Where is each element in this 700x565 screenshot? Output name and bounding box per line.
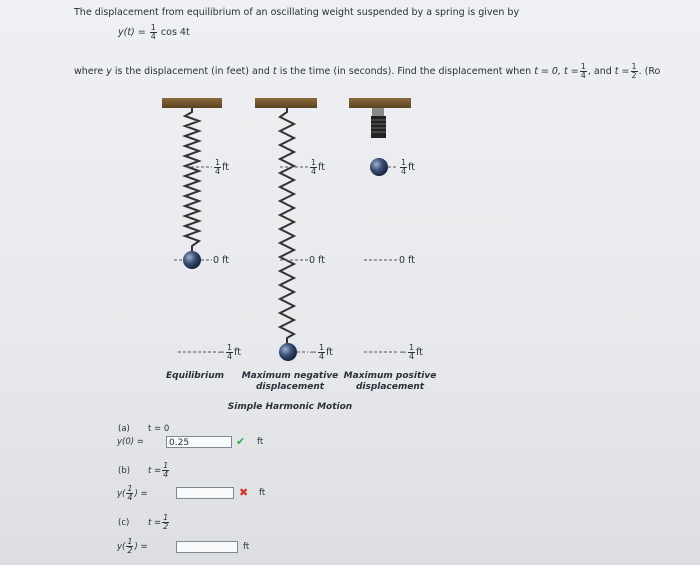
label-quarter-neg (217, 344, 241, 361)
part-c-unit: ft (243, 542, 250, 552)
label-zero: 0 ft (213, 255, 229, 266)
answer-c-input[interactable] (176, 541, 238, 553)
minus-sign: − (399, 347, 407, 358)
frac-num: 1 (580, 62, 586, 71)
caption-line: displacement (255, 382, 325, 392)
answer-a-input[interactable]: 0.25 (166, 436, 232, 448)
part-a-t: t = 0 (148, 424, 170, 434)
caption-line: Maximum positive (343, 371, 437, 381)
weight-ball (370, 158, 388, 176)
var-t: t (272, 66, 277, 77)
caption-line: displacement (355, 382, 425, 392)
unit: ft (408, 162, 415, 173)
frac-num: 1 (408, 343, 415, 352)
label-quarter-pos (399, 159, 415, 176)
incorrect-x-icon: ✖ (239, 486, 249, 499)
t0-text: t = 0, (534, 66, 561, 77)
part-a-label: (a) (118, 424, 130, 434)
lhs-text: y( (117, 489, 126, 499)
ceiling-beam (349, 98, 411, 108)
frac-den: 2 (127, 546, 133, 555)
frac-num: 1 (127, 537, 133, 546)
rhs-text: ) = (134, 489, 148, 499)
unit: ft (234, 347, 241, 358)
where-text: where (74, 66, 104, 77)
unit: ft (222, 162, 229, 173)
ceiling-beam (162, 98, 222, 108)
where-text-2: is the displacement (in feet) and (114, 66, 270, 77)
frac-num: 1 (163, 513, 169, 522)
answer-b-input[interactable] (176, 487, 234, 499)
frac-den: 4 (127, 493, 133, 502)
frac-num: 1 (318, 343, 325, 352)
unit: ft (416, 347, 423, 358)
t2-text: t = (614, 66, 630, 77)
correct-check-icon: ✔ (236, 435, 246, 448)
part-b-lhs (117, 485, 148, 502)
part-c-label: (c) (118, 518, 130, 528)
frac-num: 1 (226, 343, 233, 352)
caption-line: Maximum negative (241, 371, 339, 381)
frac-num: 1 (401, 158, 407, 167)
label-zero: 0 ft (399, 255, 415, 266)
frac-num: 1 (150, 23, 156, 32)
spring-top (372, 108, 384, 116)
frac-den: 4 (580, 71, 586, 80)
equation-rhs: cos 4t (160, 27, 190, 38)
part-b-t (148, 462, 170, 479)
unit: ft (318, 162, 325, 173)
part-c-t (148, 514, 170, 531)
frac-den: 2 (163, 522, 169, 531)
lhs-text: y( (117, 542, 126, 552)
caption-shm: Simple Harmonic Motion (227, 402, 353, 412)
unit: ft (326, 347, 333, 358)
label-zero: 0 ft (309, 255, 325, 266)
frac-den: 4 (318, 352, 325, 361)
frac-den: 4 (311, 167, 317, 176)
label-quarter-neg (309, 344, 333, 361)
frac-den: 4 (401, 167, 407, 176)
tail-text: . (Ro (638, 66, 661, 77)
t-text: t = (148, 466, 162, 476)
where-text-3: is the time (in seconds). Find the displacement when (279, 66, 532, 77)
problem-intro: The displacement from equilibrium of an oscillating weight suspended by a spring is given by (74, 7, 520, 18)
and-text: , and (587, 66, 612, 77)
weight-ball (279, 343, 297, 361)
minus-sign: − (217, 347, 225, 358)
frac-num: 1 (631, 62, 637, 71)
label-quarter-pos (213, 159, 229, 176)
caption-max-positive (340, 371, 440, 393)
frac-num: 1 (215, 158, 221, 167)
spring (185, 108, 199, 254)
equation-lhs: y(t) = (118, 27, 146, 38)
frac-num: 1 (127, 484, 133, 493)
compressed-spring (371, 116, 386, 138)
label-quarter-neg (399, 344, 423, 361)
frac-den: 4 (163, 470, 169, 479)
part-a-unit: ft (257, 437, 264, 447)
part-b-label: (b) (118, 466, 131, 476)
ceiling-beam (255, 98, 317, 108)
label-quarter-pos (309, 159, 325, 176)
frac-den: 4 (226, 352, 233, 361)
frac-den: 2 (631, 71, 637, 80)
frac-den: 4 (215, 167, 221, 176)
minus-sign: − (309, 347, 317, 358)
weight-ball (183, 251, 201, 269)
spring (280, 108, 294, 345)
t1-text: t = (564, 66, 579, 77)
part-c-lhs (117, 538, 148, 555)
caption-max-negative (240, 371, 340, 393)
var-y: y (106, 66, 112, 77)
rhs-text: ) = (134, 542, 148, 552)
frac-num: 1 (311, 158, 317, 167)
frac-den: 4 (408, 352, 415, 361)
part-b-unit: ft (259, 488, 266, 498)
frac-num: 1 (163, 461, 169, 470)
caption-equilibrium: Equilibrium (165, 371, 224, 381)
t-text: t = (148, 518, 162, 528)
frac-den: 4 (150, 32, 156, 41)
part-a-lhs: y(0) = (117, 437, 144, 447)
